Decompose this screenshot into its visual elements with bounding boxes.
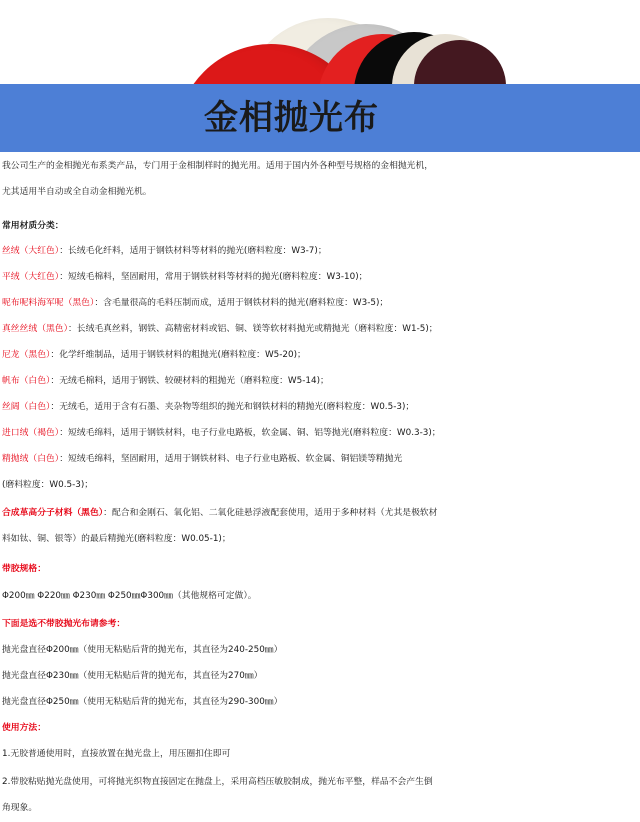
- material-desc: ：无绒毛棉料，适用于钢铁、较硬材料的粗抛光（磨料粒度：W5-14)；: [50, 376, 329, 386]
- composite-desc-line: 料如钛、铜、银等）的最后精抛光(磨料粒度：W0.05-1)；: [2, 534, 231, 544]
- material-item: [2, 423, 638, 443]
- intro-line: 尤其适用半自动或全自动金相抛光机。: [2, 187, 152, 197]
- nonadhesive-heading: 下面是选不带胶抛光布请参考：: [2, 619, 126, 629]
- material-item: [2, 319, 638, 339]
- material-item: [2, 475, 638, 495]
- material-desc: ：短绒毛棉料，坚固耐用，常用于钢铁材料等材料的抛光(磨料粒度：W3-10)；: [59, 272, 368, 282]
- material-desc: ：长绒毛化纤料，适用于钢铁材料等材料的抛光(磨料粒度：W3-7)；: [59, 246, 327, 256]
- hero-image: [0, 0, 640, 84]
- materials-heading: 常用材质分类：: [2, 221, 64, 231]
- material-desc: (磨料粒度：W0.5-3)；: [2, 480, 94, 490]
- material-desc: ：含毛量很高的毛料压制而成，适用于钢铁材料的抛光(磨料粒度：W3-5)；: [94, 298, 389, 308]
- nonadhesive-item: 抛光盘直径Φ200㎜（使用无粘贴后背的抛光布，其直径为240-250㎜）: [2, 645, 283, 655]
- material-item: [2, 241, 638, 261]
- material-name: 真丝丝绒（黑色）: [2, 324, 68, 334]
- page-title: 金相抛光布: [204, 98, 379, 138]
- material-name: 丝阔（白色）: [2, 402, 51, 412]
- material-desc: ：化学纤维制品，适用于钢铁材料的粗抛光(磨料粒度：W5-20)；: [50, 350, 306, 360]
- usage-item: 2.带胶粘贴抛光盘使用，可将抛光织物直接固定在抛盘上，采用高档压敏胶制成，抛光布平整，样品不会产生倒: [2, 777, 433, 787]
- composite-name: 合成革高分子材料（黑色）: [2, 508, 104, 518]
- intro-line: 我公司生产的金相抛光布系类产品，专门用于金相制样时的抛光用。适用于国内外各种型号规格的金相抛光机，: [2, 161, 434, 171]
- material-name: 丝绒（大红色）: [2, 246, 60, 256]
- material-item: [2, 293, 638, 313]
- material-item: [2, 345, 638, 365]
- material-item: [2, 371, 638, 391]
- material-desc: ：短绒毛绵料，坚固耐用，适用于钢铁材料、电子行业电路板、软金属、铜铝镁等精抛光: [59, 454, 403, 464]
- composite-desc: ：配合和金刚石、氧化铝、二氧化硅悬浮液配套使用，适用于多种材料（尤其是极软材: [103, 508, 438, 518]
- material-name: 帆布（白色）: [2, 376, 51, 386]
- material-name: 尼龙（黑色）: [2, 350, 51, 360]
- adhesive-sizes: Φ200㎜ Φ220㎜ Φ230㎜ Φ250㎜Φ300㎜（其他规格可定做）。: [2, 591, 257, 601]
- nonadhesive-item: 抛光盘直径Φ230㎜（使用无粘贴后背的抛光布，其直径为270㎜）: [2, 671, 263, 681]
- composite-material: [2, 503, 638, 523]
- material-desc: ：无绒毛，适用于含有石墨、夹杂物等组织的抛光和钢铁材料的精抛光(磨料粒度：W0.5-3)；: [50, 402, 415, 412]
- material-name: 平绒（大红色）: [2, 272, 60, 282]
- nonadhesive-item: 抛光盘直径Φ250㎜（使用无粘贴后背的抛光布，其直径为290-300㎜）: [2, 697, 283, 707]
- usage-item: 1.无胶普通使用时，直接放置在抛光盘上，用压圈扣住即可: [2, 749, 231, 759]
- material-item: [2, 397, 638, 417]
- title-banner: [0, 84, 640, 152]
- material-name: 精抛绒（白色）: [2, 454, 60, 464]
- usage-heading: 使用方法：: [2, 723, 46, 733]
- material-name: 进口绒（褐色）: [2, 428, 60, 438]
- material-desc: ：长绒毛真丝料，钢铁、高精密材料或铝、铜、镁等软材料抛光或精抛光（磨料粒度：W1-5)；: [67, 324, 438, 334]
- material-name: 呢布呢料海军呢（黑色）: [2, 298, 95, 308]
- usage-item: 角现象。: [2, 803, 38, 813]
- material-desc: ：短绒毛绵料，适用于钢铁材料，电子行业电路板，软金属、铜、铝等抛光(磨料粒度：W0.3-3)；: [59, 428, 441, 438]
- adhesive-heading: 带胶规格：: [2, 564, 46, 574]
- material-item: [2, 449, 638, 469]
- material-item: [2, 267, 638, 287]
